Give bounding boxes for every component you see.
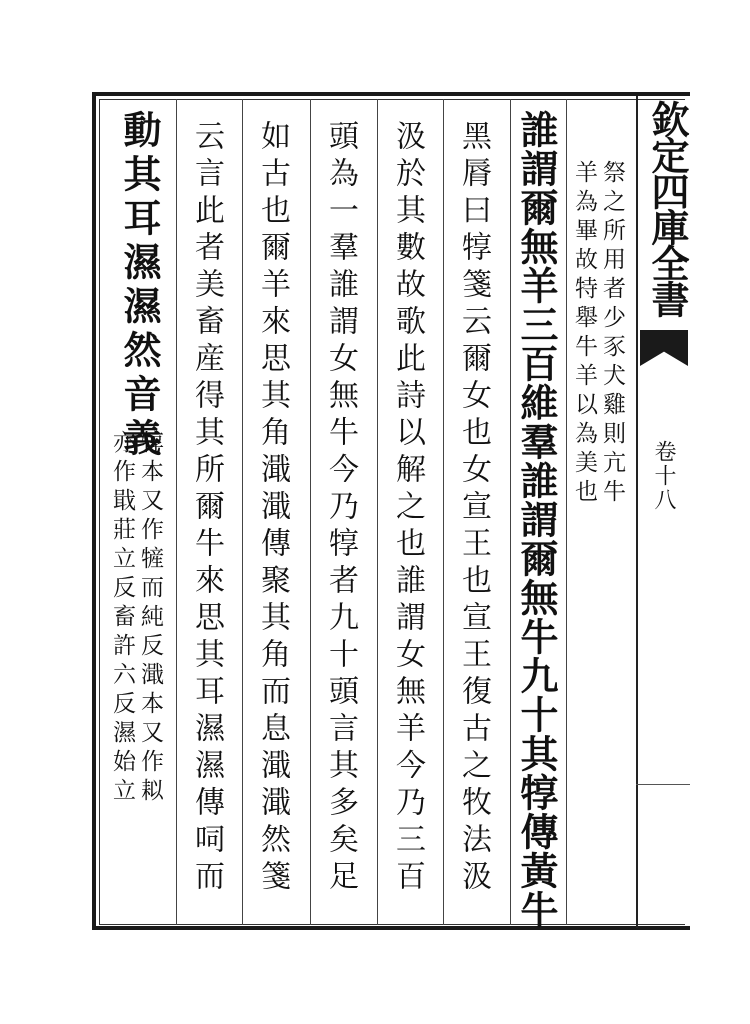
- column-divider: [566, 99, 567, 925]
- book-title: 欽定四庫全書: [645, 100, 690, 316]
- text-column: 云言此者美畜産得其所爾牛來思其耳濕濕傳呞而: [189, 120, 224, 897]
- margin-rule: [636, 784, 690, 785]
- column-divider: [377, 99, 378, 925]
- text-column: 如古也爾羊來思其角濈濈傳聚其角而息濈濈然箋: [255, 120, 290, 897]
- text-column: 黑脣曰犉箋云爾女也女宣王也宣王復古之牧法汲: [456, 120, 491, 897]
- text-column: 誰謂爾無羊三百維羣誰謂爾無牛九十其犉傳黃牛: [514, 110, 559, 929]
- text-column: 羊為畢故特舉牛羊以為美也: [571, 160, 597, 508]
- column-divider: [443, 99, 444, 925]
- text-column: 頭為一羣誰謂女無牛今乃犉者九十頭言其多矣足: [323, 120, 358, 897]
- annotation-column: 犉本又作㹌而純反濈本又作䎣: [137, 430, 163, 807]
- column-divider: [510, 99, 511, 925]
- column-divider: [310, 99, 311, 925]
- volume-number: 卷十八: [651, 440, 676, 512]
- column-divider: [176, 99, 177, 925]
- column-divider: [242, 99, 243, 925]
- text-column: 汲於其數故歌此詩以解之也誰謂女無羊今乃三百: [390, 120, 425, 897]
- annotation-column: 亦作戢莊立反畜許六反濕始立: [109, 430, 135, 807]
- text-column: 祭之所用者少豕犬雞則亢牛: [599, 160, 625, 508]
- text-column: 動其耳濕濕然音義: [117, 110, 162, 462]
